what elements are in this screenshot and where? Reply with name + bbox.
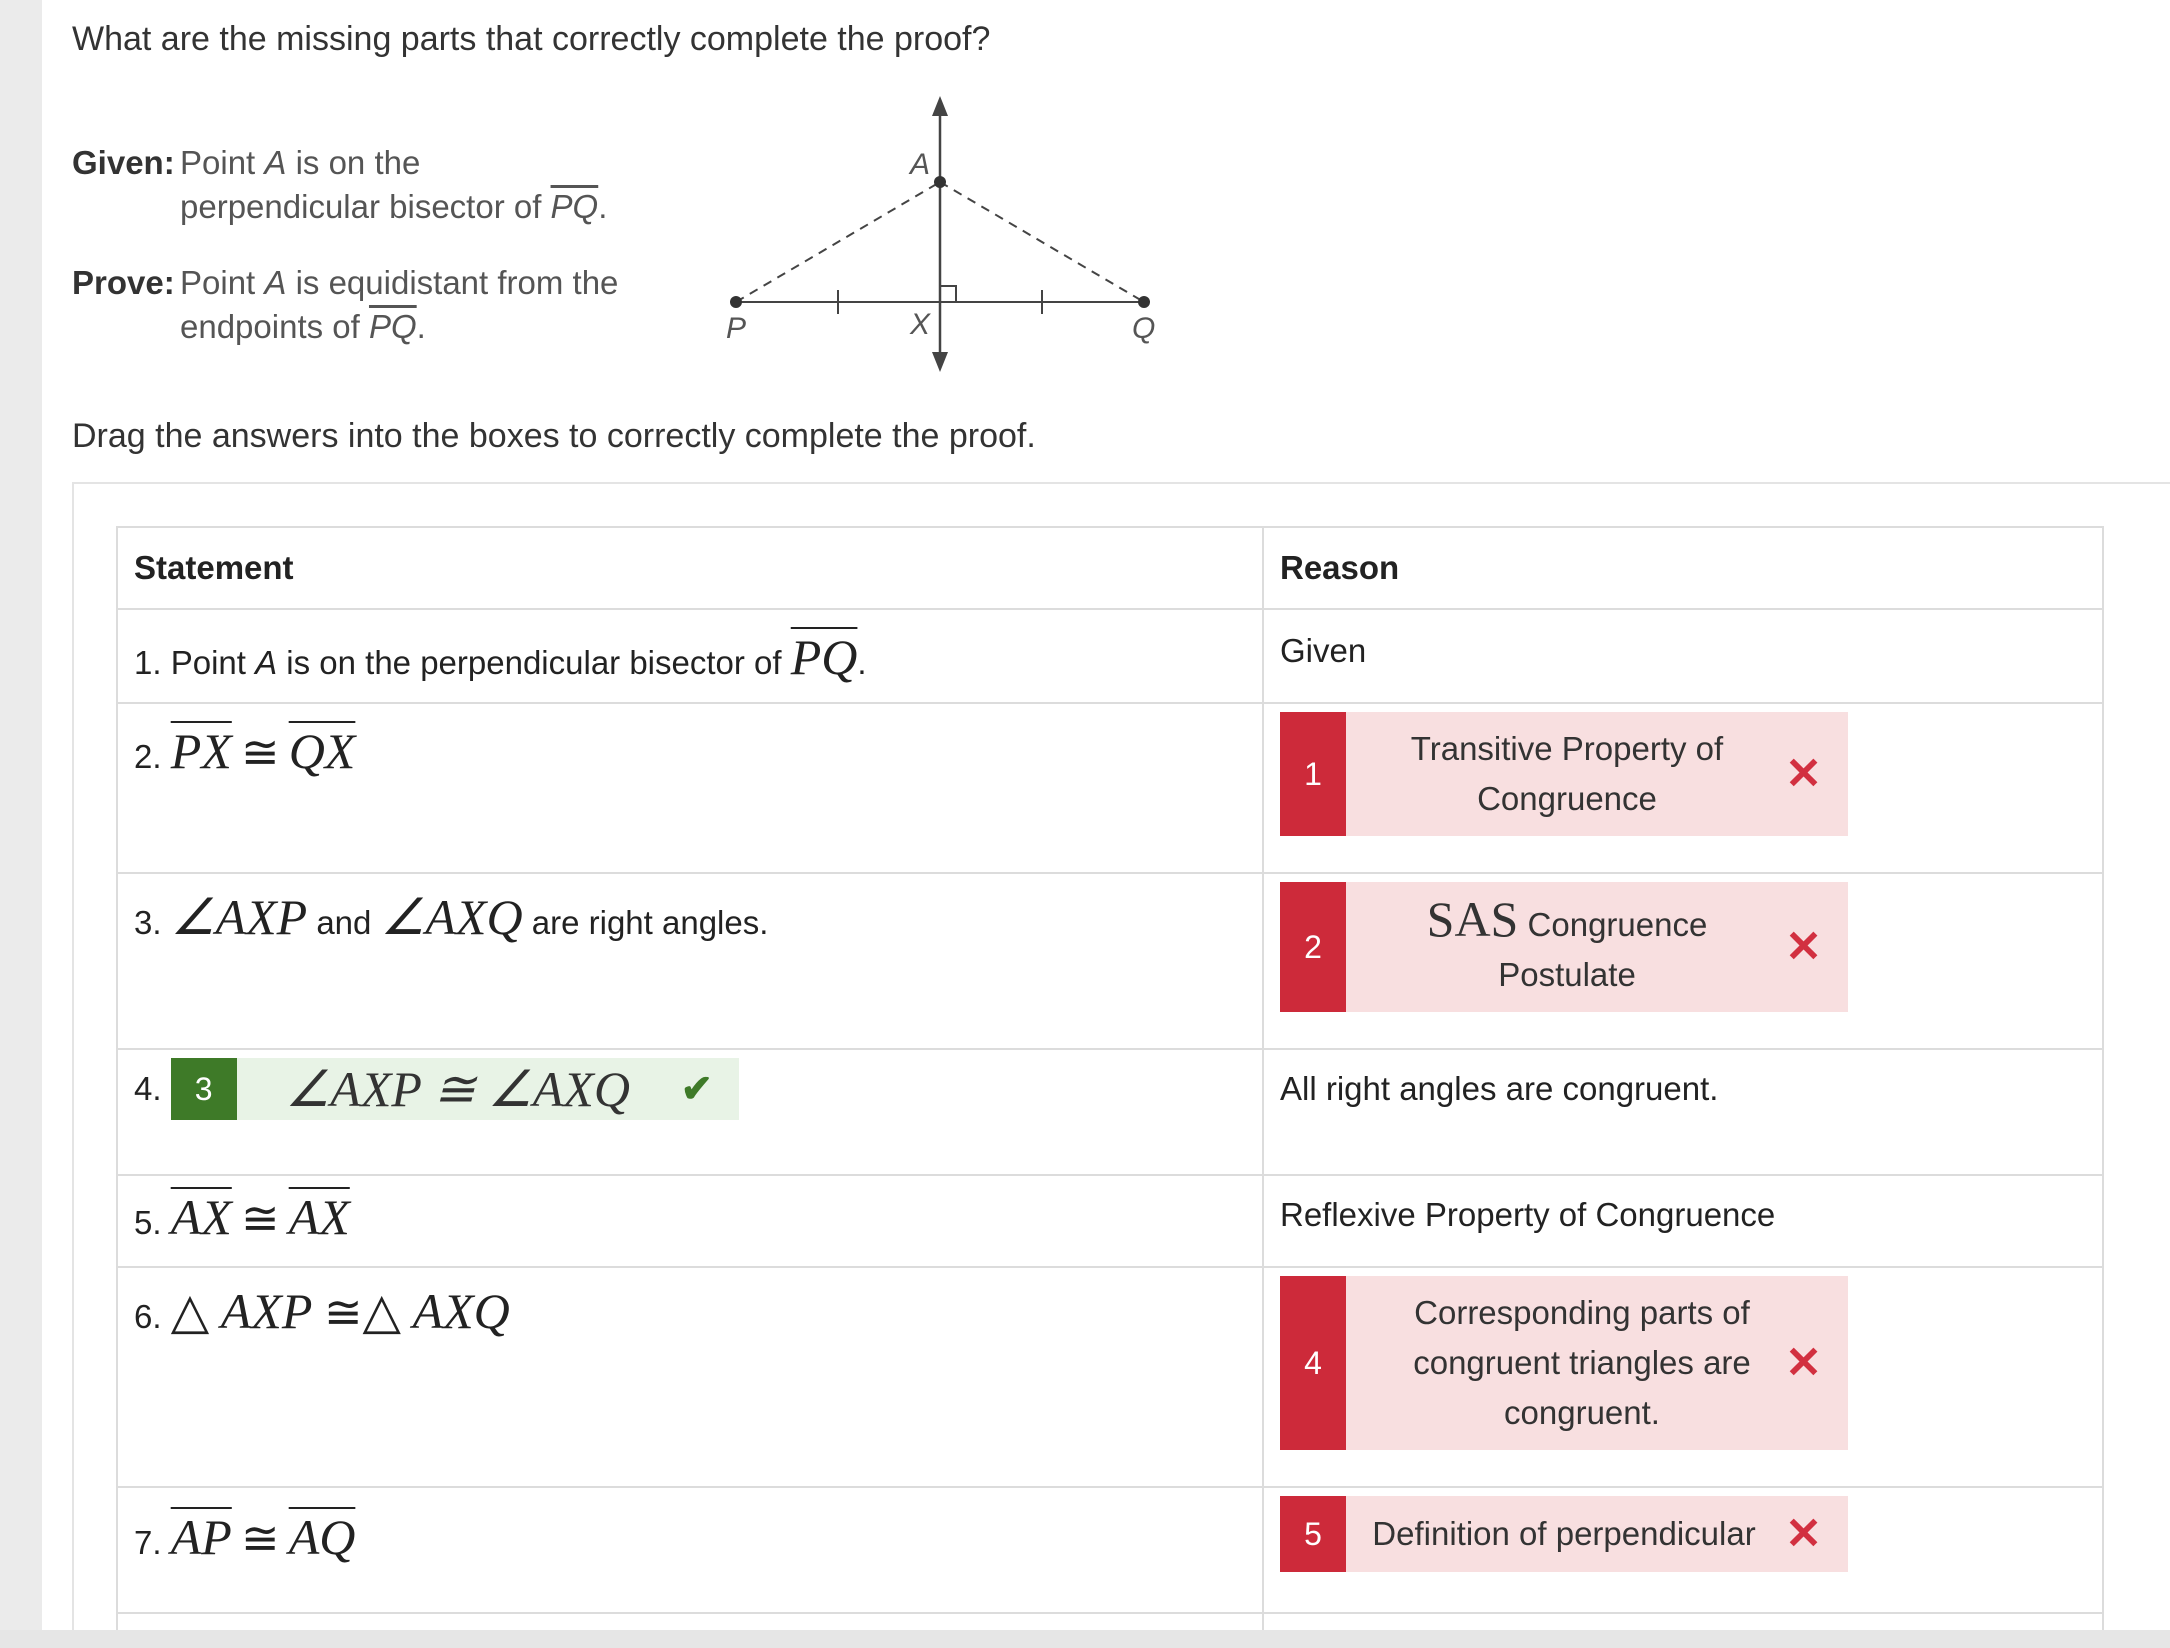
statement-cell bbox=[117, 1613, 1263, 1630]
question-panel bbox=[42, 0, 2170, 1630]
header-reason: Reason bbox=[1263, 527, 2103, 609]
statement-2: 2. $\overline{PX}$ ≅ $\overline{QX}$ bbox=[134, 723, 356, 779]
statement-6: 6. △ AXP ≅△ AXQ bbox=[134, 1283, 510, 1339]
given-prove-block bbox=[72, 140, 618, 350]
statement-cell bbox=[117, 703, 1263, 873]
statement-cell bbox=[117, 1267, 1263, 1487]
label-x: X bbox=[910, 308, 931, 341]
reason-cell bbox=[1263, 873, 2103, 1049]
statement-1: 1. Point A is on the perpendicular bisector of $\overline{PQ}$. bbox=[134, 629, 867, 685]
answer-badge: 2 bbox=[1280, 882, 1346, 1012]
answer-text: Definition of perpendicular bbox=[1372, 1515, 1756, 1552]
reason-5: Reflexive Property of Congruence bbox=[1280, 1196, 1776, 1233]
statement-5: 5. $\overline{AX}$ ≅ $\overline{AX}$ bbox=[134, 1189, 350, 1245]
table-row bbox=[117, 873, 2103, 1049]
segment-ap-dashed bbox=[736, 182, 940, 302]
segment-aq-dashed bbox=[940, 182, 1144, 302]
reason-cell bbox=[1263, 703, 2103, 873]
question-text: What are the missing parts that correctly complete the proof? bbox=[72, 20, 991, 58]
reason-1: Given bbox=[1280, 632, 1367, 669]
statement-cell bbox=[117, 1175, 1263, 1267]
answer-text: Corresponding parts of congruent triangles are congruent. bbox=[1413, 1294, 1751, 1431]
incorrect-x-icon: ✕ bbox=[1785, 1509, 1822, 1559]
answer-tile-5[interactable] bbox=[1280, 1496, 1848, 1572]
point-p bbox=[730, 296, 742, 308]
table-row bbox=[117, 703, 2103, 873]
arrow-up-icon bbox=[932, 96, 948, 116]
table-row bbox=[117, 1267, 2103, 1487]
label-p: P bbox=[726, 312, 747, 345]
table-row bbox=[117, 609, 2103, 703]
right-angle-marker bbox=[940, 286, 956, 302]
header-statement: Statement bbox=[117, 527, 1263, 609]
correct-check-icon: ✔ bbox=[680, 1068, 713, 1111]
table-row bbox=[117, 1487, 2103, 1613]
reason-cell bbox=[1263, 1049, 2103, 1175]
reason-cell bbox=[1263, 609, 2103, 703]
statement-cell bbox=[117, 609, 1263, 703]
proof-container bbox=[72, 482, 2170, 1630]
point-a bbox=[934, 176, 946, 188]
given-line1: Point A is on the bbox=[180, 144, 421, 181]
statement-4: 4. 3 ∠AXP ≅ ∠AXQ ✔ bbox=[134, 1050, 1246, 1120]
horizontal-scrollbar-track[interactable] bbox=[0, 1630, 2170, 1648]
table-row bbox=[117, 1613, 2103, 1630]
arrow-down-icon bbox=[932, 352, 948, 372]
segment-pq: $\overline{PQ}$ bbox=[790, 629, 858, 685]
answer-text: ∠AXP ≅ ∠AXQ bbox=[285, 1061, 630, 1117]
table-row bbox=[117, 1049, 2103, 1175]
statement-cell bbox=[117, 873, 1263, 1049]
statement-cell bbox=[117, 1487, 1263, 1613]
reason-cell bbox=[1263, 1487, 2103, 1613]
incorrect-x-icon: ✕ bbox=[1785, 1338, 1822, 1388]
prove-line2: endpoints of $\overline{PQ}$. bbox=[180, 308, 426, 345]
instructions: Drag the answers into the boxes to correctly complete the proof. bbox=[72, 417, 1036, 455]
point-q bbox=[1138, 296, 1150, 308]
label-a: A bbox=[910, 148, 931, 181]
answer-badge: 4 bbox=[1280, 1276, 1346, 1450]
given-label: Given: bbox=[72, 144, 175, 181]
answer-text: Transitive Property of Congruence bbox=[1410, 730, 1724, 817]
answer-tile-2[interactable] bbox=[1280, 882, 1848, 1012]
answer-tile-4[interactable] bbox=[1280, 1276, 1848, 1450]
answer-badge: 5 bbox=[1280, 1496, 1346, 1572]
reason-cell bbox=[1263, 1267, 2103, 1487]
answer-badge: 1 bbox=[1280, 712, 1346, 836]
segment-pq: $\overline{PQ}$ bbox=[368, 308, 417, 345]
answer-text: SAS Congruence Postulate bbox=[1426, 891, 1708, 993]
statement-3: 3. ∠AXP and ∠AXQ are right angles. bbox=[134, 889, 769, 945]
prove-line1: Point A is equidistant from the bbox=[180, 264, 619, 301]
segment-pq: $\overline{PQ}$ bbox=[550, 188, 599, 225]
reason-4: All right angles are congruent. bbox=[1280, 1070, 1719, 1107]
incorrect-x-icon: ✕ bbox=[1785, 922, 1822, 972]
reason-cell bbox=[1263, 1175, 2103, 1267]
proof-table bbox=[116, 526, 2104, 1630]
answer-badge: 3 bbox=[171, 1058, 237, 1120]
answer-tile-1[interactable] bbox=[1280, 712, 1848, 836]
label-q: Q bbox=[1132, 312, 1156, 345]
statement-7: 7. $\overline{AP}$ ≅ $\overline{AQ}$ bbox=[134, 1509, 356, 1565]
reason-cell bbox=[1263, 1613, 2103, 1630]
prove-label: Prove: bbox=[72, 264, 175, 301]
perpendicular-bisector-diagram bbox=[662, 90, 1182, 400]
statement-cell bbox=[117, 1049, 1263, 1175]
answer-tile-3[interactable] bbox=[171, 1058, 739, 1120]
table-row bbox=[117, 1175, 2103, 1267]
incorrect-x-icon: ✕ bbox=[1785, 749, 1822, 799]
given-line2: perpendicular bisector of $\overline{PQ}$. bbox=[180, 188, 608, 225]
table-header-row bbox=[117, 527, 2103, 609]
